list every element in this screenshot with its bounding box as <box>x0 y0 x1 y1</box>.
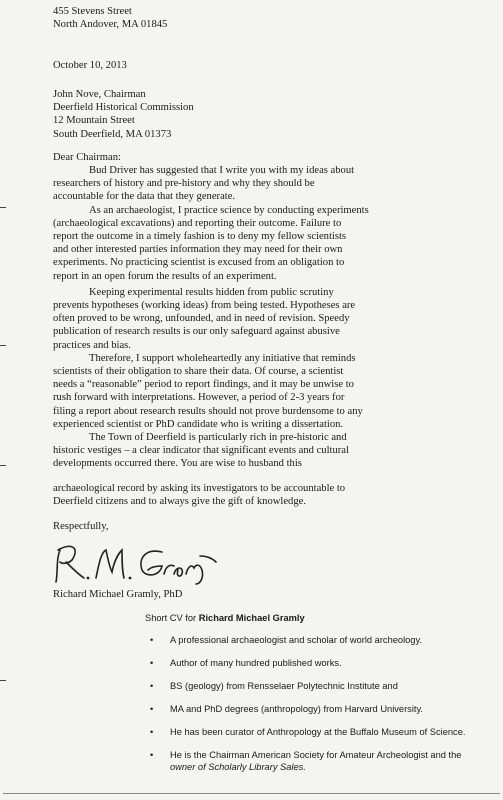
body-line: often proved to be wrong, unfounded, and in need of revision. Speedy <box>53 313 350 325</box>
body-line: publication of research results is our only safeguard against abusive <box>53 326 340 338</box>
body-line: (archaeological excavations) and reporting their outcome. Failure to <box>53 217 342 229</box>
recipient-city: South Deerfield, MA 01373 <box>53 128 172 140</box>
salutation: Dear Chairman: <box>53 152 121 163</box>
body-line: researchers of history and pre-history and why they should be <box>53 178 315 190</box>
recipient-address <box>53 88 194 141</box>
sender-street: 455 Stevens Street <box>53 6 132 17</box>
body-line: experiments. No practicing scientist is excused from an obligation to <box>53 257 345 269</box>
margin-tick <box>0 465 6 466</box>
handwritten-signature <box>50 538 220 586</box>
margin-tick <box>0 207 6 208</box>
cv-item-text: Author of many hundred published works. <box>170 658 342 668</box>
cv-item <box>150 634 495 646</box>
sender-address <box>53 5 167 31</box>
body-line: archaeological record by asking its investigators to be accountable to <box>53 483 346 494</box>
body-line: historic vestiges – a clear indicator that significant events and cultural <box>53 445 349 457</box>
letter-continuation <box>53 482 345 508</box>
body-line: Keeping experimental results hidden from public scrutiny <box>89 286 334 298</box>
body-line: Deerfield citizens and to always give the gift of knowledge. <box>53 496 306 508</box>
letter-date: October 10, 2013 <box>53 60 127 71</box>
cv-item <box>150 749 495 773</box>
body-line: scientists of their obligation to share their data. Of course, a scientist <box>53 366 344 378</box>
cv-item-text: He is the Chairman American Society for Amateur Archeologist and the <box>170 750 462 760</box>
margin-tick <box>0 345 6 346</box>
cv-title <box>145 612 305 624</box>
cv-item-text: MA and PhD degrees (anthropology) from Harvard University. <box>170 704 424 714</box>
closing: Respectfully, <box>53 521 109 532</box>
sender-city: North Andover, MA 01845 <box>53 19 168 31</box>
cv-item <box>150 726 495 738</box>
body-line: The Town of Deerfield is particularly rich in pre-historic and <box>89 432 347 444</box>
cv-item <box>150 680 495 692</box>
body-line: Bud Driver has suggested that I write you with my ideas about <box>89 165 355 176</box>
margin-tick <box>0 680 6 681</box>
body-line: filing a report about research results should not prove burdensome to any <box>53 405 363 417</box>
cv-item <box>150 657 495 669</box>
bottom-rule <box>3 793 500 794</box>
body-line: rush forward with interpretations. However, a period of 2-3 years for <box>53 392 345 404</box>
cv-item-text: A professional archaeologist and scholar of world archeology. <box>170 635 423 645</box>
recipient-name: John Nove, Chairman <box>53 89 146 100</box>
cv-item-text: BS (geology) from Rensselaer Polytechnic Institute and <box>170 681 398 691</box>
cv-title-name: Richard Michael Gramly <box>198 613 305 623</box>
body-line: As an archaeologist, I practice science by conducting experiments <box>89 204 369 216</box>
body-line: needs a “reasonable” period to report findings, and it may be unwise to <box>53 379 354 391</box>
bullet-icon: • <box>150 704 154 714</box>
body-line: report the outcome in a timely fashion is to deny my fellow scientists <box>53 231 347 243</box>
cv-item <box>150 703 495 715</box>
letter-body <box>53 164 369 471</box>
signature-name: Richard Michael Gramly, PhD <box>53 589 183 600</box>
recipient-org: Deerfield Historical Commission <box>53 102 194 114</box>
body-line: Therefore, I support wholeheartedly any initiative that reminds <box>89 352 356 364</box>
cv-title-prefix: Short CV for <box>145 613 199 623</box>
body-line: report in an open forum the results of an experiment. <box>53 270 277 282</box>
recipient-street: 12 Mountain Street <box>53 115 135 127</box>
bullet-icon: • <box>150 658 154 668</box>
body-line: and other interested parties information they may need for their own <box>53 244 343 256</box>
cv-item-text: owner of Scholarly Library Sales. <box>170 762 306 772</box>
bullet-icon: • <box>150 681 154 691</box>
bullet-icon: • <box>150 635 154 645</box>
body-line: accountable for the data that they generate. <box>53 191 236 203</box>
bullet-icon: • <box>150 727 154 737</box>
cv-list <box>150 634 495 773</box>
body-line: experienced scientist or PhD candidate who is writing a dissertation. <box>53 418 344 430</box>
body-line: developments occurred there. You are wise to husband this <box>53 458 302 470</box>
body-line: practices and bias. <box>53 339 131 351</box>
body-line: prevents hypotheses (working ideas) from being tested. Hypotheses are <box>53 300 356 312</box>
bullet-icon: • <box>150 750 154 760</box>
cv-item-text: He has been curator of Anthropology at the Buffalo Museum of Science. <box>170 727 466 737</box>
